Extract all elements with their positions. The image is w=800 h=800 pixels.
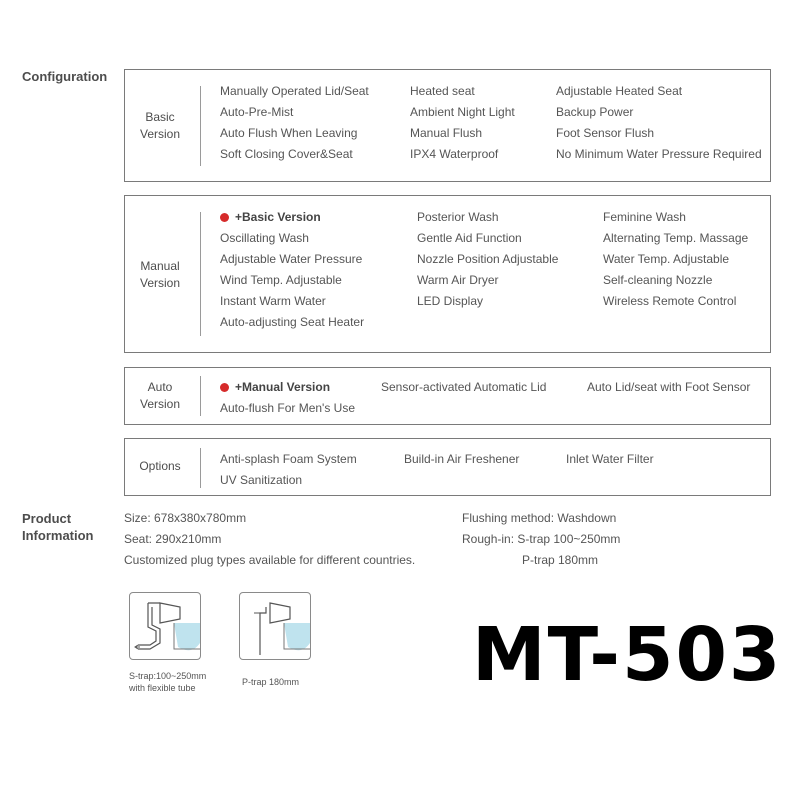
- product-flushing-method: Flushing method: Washdown: [462, 511, 617, 525]
- p-trap-diagram: [239, 592, 311, 660]
- options-divider: [200, 448, 201, 488]
- basic-feature: Ambient Night Light: [410, 105, 515, 119]
- basic-feature: Backup Power: [556, 105, 634, 119]
- basic-feature: Manually Operated Lid/Seat: [220, 84, 369, 98]
- s-trap-caption: [129, 670, 206, 694]
- product-information-heading: [22, 510, 94, 544]
- manual-feature: Nozzle Position Adjustable: [417, 252, 559, 266]
- options-feature: Build-in Air Freshener: [404, 452, 520, 466]
- manual-feature: Feminine Wash: [603, 210, 686, 224]
- manual-label-line1: Manual: [140, 259, 180, 273]
- product-plug-note: Customized plug types available for different countries.: [124, 553, 416, 567]
- manual-feature: Wind Temp. Adjustable: [220, 273, 342, 287]
- red-bullet-icon: [220, 383, 229, 392]
- manual-plus-basic: [220, 210, 321, 225]
- s-trap-diagram: [129, 592, 201, 660]
- product-heading-line2: Information: [22, 528, 94, 543]
- basic-feature: Auto Flush When Leaving: [220, 126, 358, 140]
- basic-label-line1: Basic: [145, 110, 175, 124]
- s-trap-caption-line1: S-trap:100~250mm: [129, 671, 207, 681]
- basic-feature: Auto-Pre-Mist: [220, 105, 294, 119]
- manual-label-line2: Version: [139, 276, 181, 290]
- s-trap-drawing-icon: [130, 593, 202, 661]
- model-number: MT-503: [472, 612, 783, 698]
- manual-version-label: [124, 258, 196, 292]
- basic-feature: No Minimum Water Pressure Required: [556, 147, 762, 161]
- manual-feature: Instant Warm Water: [220, 294, 326, 308]
- auto-divider: [200, 376, 201, 416]
- manual-divider: [200, 212, 201, 336]
- auto-version-label: [124, 379, 196, 413]
- manual-feature: Self-cleaning Nozzle: [603, 273, 713, 287]
- manual-feature: Alternating Temp. Massage: [603, 231, 749, 245]
- basic-feature: Manual Flush: [410, 126, 483, 140]
- basic-feature: Foot Sensor Flush: [556, 126, 655, 140]
- options-label: Options: [139, 459, 181, 473]
- basic-divider: [200, 86, 201, 166]
- product-p-trap: P-trap 180mm: [522, 553, 599, 567]
- auto-version-box: [124, 367, 771, 425]
- basic-feature: Heated seat: [410, 84, 475, 98]
- manual-feature: Wireless Remote Control: [603, 294, 737, 308]
- auto-feature: Auto Lid/seat with Foot Sensor: [587, 380, 751, 394]
- auto-feature: Auto-flush For Men's Use: [220, 401, 356, 415]
- s-trap-caption-line2: with flexible tube: [129, 683, 196, 693]
- red-bullet-icon: [220, 213, 229, 222]
- manual-feature: Oscillating Wash: [220, 231, 309, 245]
- basic-version-label: [124, 109, 196, 143]
- auto-plus-manual-label: +Manual Version: [235, 380, 331, 394]
- options-feature: Inlet Water Filter: [566, 452, 654, 466]
- product-size: Size: 678x380x780mm: [124, 511, 247, 525]
- options-feature: UV Sanitization: [220, 473, 303, 487]
- product-heading-line1: Product: [22, 511, 72, 526]
- product-seat: Seat: 290x210mm: [124, 532, 222, 546]
- manual-feature: LED Display: [417, 294, 484, 308]
- auto-plus-manual: [220, 380, 330, 395]
- basic-feature: Adjustable Heated Seat: [556, 84, 683, 98]
- basic-feature: Soft Closing Cover&Seat: [220, 147, 353, 161]
- product-rough-in: Rough-in: S-trap 100~250mm: [462, 532, 621, 546]
- manual-feature: Adjustable Water Pressure: [220, 252, 363, 266]
- p-trap-drawing-icon: [240, 593, 312, 661]
- manual-feature: Gentle Aid Function: [417, 231, 522, 245]
- auto-label-line2: Version: [139, 397, 181, 411]
- manual-feature: Water Temp. Adjustable: [603, 252, 730, 266]
- basic-feature: IPX4 Waterproof: [410, 147, 499, 161]
- basic-label-line2: Version: [139, 127, 181, 141]
- manual-plus-basic-label: +Basic Version: [235, 210, 321, 224]
- auto-feature: Sensor-activated Automatic Lid: [381, 380, 547, 394]
- auto-label-line1: Auto: [147, 380, 173, 394]
- manual-feature: Posterior Wash: [417, 210, 499, 224]
- configuration-heading: Configuration: [22, 69, 108, 84]
- manual-feature: Auto-adjusting Seat Heater: [220, 315, 365, 329]
- options-feature: Anti-splash Foam System: [220, 452, 357, 466]
- manual-feature: Warm Air Dryer: [417, 273, 499, 287]
- p-trap-caption: P-trap 180mm: [242, 677, 300, 687]
